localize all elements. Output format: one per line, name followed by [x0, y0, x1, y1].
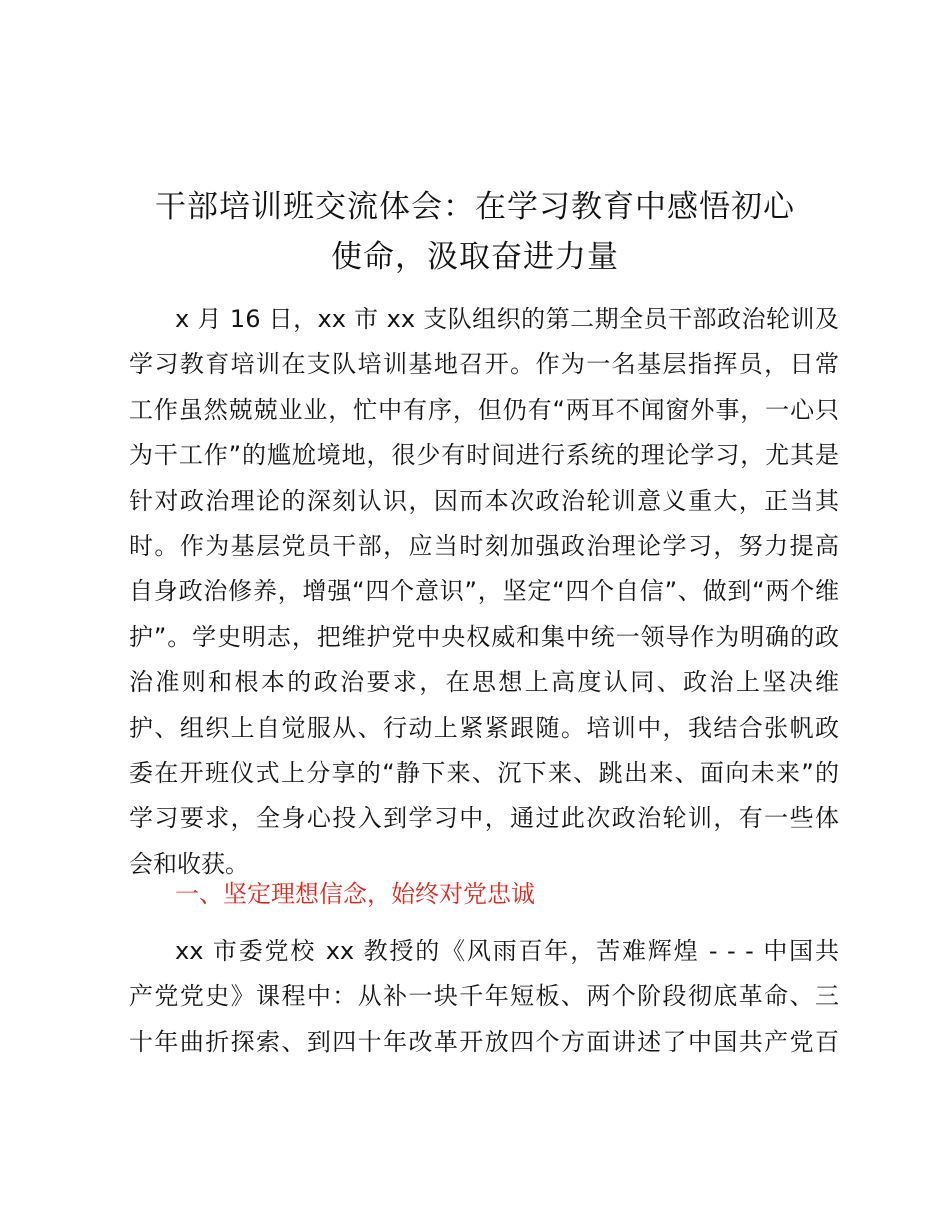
title-line: 干部培训班交流体会：在学习教育中感悟初心: [155, 189, 795, 225]
title-line: 使命，汲取奋进力量: [331, 239, 619, 275]
intro-paragraph: [129, 297, 839, 887]
paragraph-line: 自身政治修养，增强“四个意识”，坚定“四个自信”、做到“两个维: [129, 577, 839, 606]
paragraph-line: 产党党史》课程中：从补一块千年短板、两个阶段彻底革命、三: [129, 982, 839, 1011]
section-paragraph: [129, 929, 839, 1065]
paragraph-line: 委在开班仪式上分享的“静下来、沉下来、跳出来、面向未来”的: [129, 758, 839, 787]
paragraph-line: 为干工作”的尴尬境地，很少有时间进行系统的理论学习，尤其是: [129, 441, 839, 470]
paragraph-line: 学习要求，全身心投入到学习中，通过此次政治轮训，有一些体: [129, 804, 839, 833]
paragraph-line: 工作虽然兢兢业业，忙中有序，但仍有“两耳不闻窗外事，一心只: [129, 395, 839, 424]
section-heading: 一、坚定理想信念，始终对党忠诚: [175, 880, 535, 908]
paragraph-line: 十年曲折探索、到四十年改革开放四个方面讲述了中国共产党百: [129, 1027, 839, 1056]
paragraph-line: 会和收获。: [129, 849, 249, 878]
paragraph-line: 针对政治理论的深刻认识，因而本次政治轮训意义重大，正当其: [129, 486, 839, 515]
paragraph-line: 护、组织上自觉服从、行动上紧紧跟随。培训中，我结合张帆政: [129, 713, 839, 742]
paragraph-line: 治准则和根本的政治要求，在思想上高度认同、政治上坚决维: [129, 668, 839, 697]
paragraph-line: xx 市委党校 xx 教授的《风雨百年，苦难辉煌 - - - 中国共: [175, 937, 839, 965]
paragraph-line: 学习教育培训在支队培训基地召开。作为一名基层指挥员，日常: [129, 350, 839, 379]
paragraph-line: 时。作为基层党员干部，应当时刻加强政治理论学习，努力提高: [129, 531, 839, 560]
paragraph-line: 护”。学史明志，把维护党中央权威和集中统一领导作为明确的政: [129, 622, 839, 651]
paragraph-line: x 月 16 日，xx 市 xx 支队组织的第二期全员干部政治轮训及: [175, 305, 839, 333]
document-title: [120, 182, 830, 282]
